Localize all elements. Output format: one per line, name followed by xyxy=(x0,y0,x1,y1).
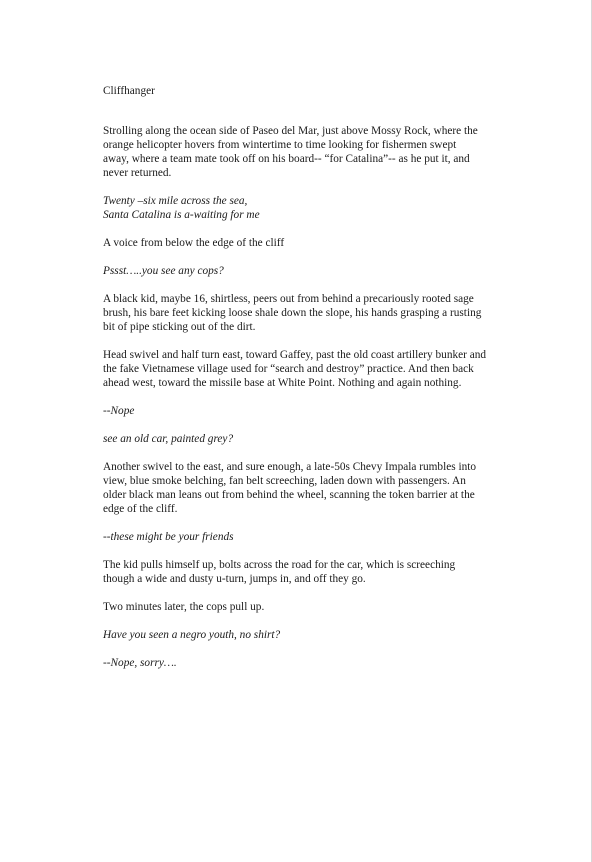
text-line: view, blue smoke belching, fan belt screeching, laden down with passengers. An xyxy=(103,475,466,487)
document-title: Cliffhanger xyxy=(103,85,155,97)
text-line: brush, his bare feet kicking loose shale down the slope, his hands grasping a rusting xyxy=(103,307,482,319)
text-line: Strolling along the ocean side of Paseo del Mar, just above Mossy Rock, where the xyxy=(103,125,478,137)
text-line: ahead west, toward the missile base at White Point. Nothing and again nothing. xyxy=(103,377,462,389)
text-line: --these might be your friends xyxy=(103,531,234,543)
paragraph xyxy=(103,432,523,446)
text-line: --Nope xyxy=(103,405,135,417)
text-line: Another swivel to the east, and sure enough, a late-50s Chevy Impala rumbles into xyxy=(103,461,477,473)
paragraph xyxy=(103,460,523,516)
text-line: --Nope, sorry…. xyxy=(103,657,177,669)
paragraph xyxy=(103,600,523,614)
paragraph-list xyxy=(103,124,523,670)
text-line: The kid pulls himself up, bolts across the road for the car, which is screeching xyxy=(103,559,456,571)
paragraph xyxy=(103,628,523,642)
text-line: though a wide and dusty u-turn, jumps in, and off they go. xyxy=(103,573,366,585)
text-line: see an old car, painted grey? xyxy=(103,433,234,445)
text-line: Pssst…..you see any cops? xyxy=(103,265,224,277)
paragraph xyxy=(103,348,523,390)
text-line: never returned. xyxy=(103,167,172,179)
paragraph xyxy=(103,656,523,670)
paragraph xyxy=(103,404,523,418)
text-line: Two minutes later, the cops pull up. xyxy=(103,601,265,613)
paragraph xyxy=(103,124,523,180)
paragraph xyxy=(103,530,523,544)
text-line: A black kid, maybe 16, shirtless, peers out from behind a precariously rooted sage xyxy=(103,293,474,305)
paragraph xyxy=(103,558,523,586)
text-line: Have you seen a negro youth, no shirt? xyxy=(103,629,281,641)
text-line: the fake Vietnamese village used for “search and destroy” practice. And then back xyxy=(103,363,474,375)
paragraph xyxy=(103,264,523,278)
text-line: edge of the cliff. xyxy=(103,503,178,515)
paragraph xyxy=(103,194,523,222)
text-line: older black man leans out from behind the wheel, scanning the token barrier at the xyxy=(103,489,475,501)
paragraph xyxy=(103,292,523,334)
text-line: A voice from below the edge of the cliff xyxy=(103,237,285,249)
document-body xyxy=(103,84,523,684)
text-line: Santa Catalina is a-waiting for me xyxy=(103,209,260,221)
text-line: away, where a team mate took off on his board-- “for Catalina”-- as he put it, and xyxy=(103,153,470,165)
paragraph xyxy=(103,236,523,250)
text-line: orange helicopter hovers from wintertime to time looking for fishermen swept xyxy=(103,139,457,151)
text-line: bit of pipe sticking out of the dirt. xyxy=(103,321,256,333)
text-line: Twenty –six mile across the sea, xyxy=(103,195,248,207)
text-line: Head swivel and half turn east, toward Gaffey, past the old coast artillery bunker and xyxy=(103,349,487,361)
